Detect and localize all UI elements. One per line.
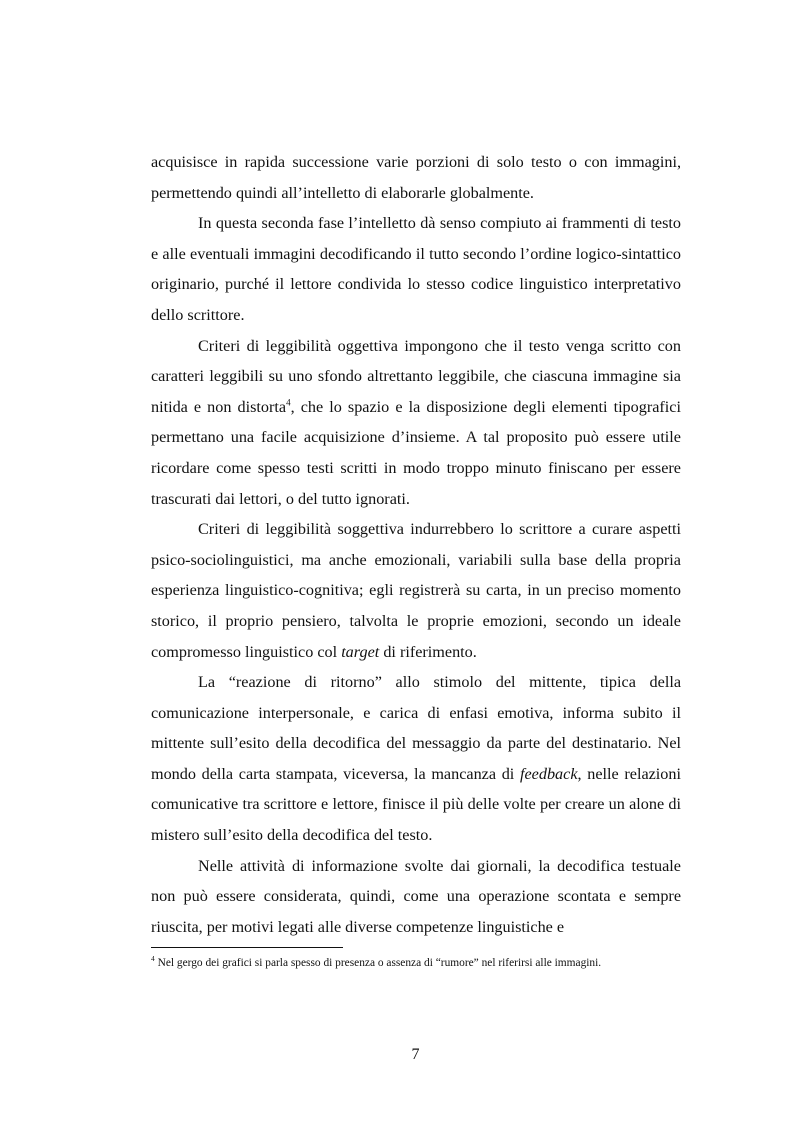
- paragraph: [151, 514, 681, 667]
- paragraph-text: Nelle attività di informazione svolte dai giornali, la decodifica testuale non può essere considerata, quindi, come una operazione scontata e sempre riuscita, per motivi legati alle diverse competenze linguistiche e: [151, 856, 681, 936]
- paragraph: [151, 851, 681, 943]
- body-text: [151, 147, 681, 942]
- paragraph-text: Criteri di leggibilità oggettiva impongono che il testo venga scritto con caratteri leggibili su uno sfondo altrettanto leggibile, che ciascuna immagine sia nitida e non distorta: [151, 336, 681, 416]
- paragraph-text: , nelle relazioni comunicative tra scrittore e lettore, finisce il più delle volte per creare un alone di mistero sull’esito della decodifica del testo.: [151, 764, 681, 845]
- footnote-reference: 4: [286, 397, 291, 408]
- paragraph-text: La “reazione di ritorno” allo stimolo del mittente, tipica della comunicazione interpersonale, e carica di enfasi emotiva, informa subito il mittente sull’esito della decodifica del messaggio da parte del destinatario. Nel mondo della carta stampata, viceversa, la mancanza di: [151, 673, 681, 783]
- paragraph-text: Criteri di leggibilità soggettiva indurrebbero lo scrittore a curare aspetti psico-sociolinguistici, ma anche emozionali, variabili sulla base della propria esperienza linguistico-cognitiva; egli registrerà su carta, in un preciso momento storico, il proprio pensiero, talvolta le proprie emozioni, secondo un ideale compromesso linguistico col: [151, 520, 681, 661]
- footnote-marker: 4: [151, 954, 155, 964]
- paragraph: [151, 147, 681, 208]
- footnote: [151, 956, 691, 970]
- page-number: 7: [411, 1046, 420, 1063]
- paragraph: [151, 331, 681, 515]
- paragraph-text: di riferimento.: [379, 642, 477, 661]
- paragraph-text: acquisisce in rapida successione varie porzioni di solo testo o con immagini, permettendo quindi all’intelletto di elaborarle globalmente.: [151, 153, 681, 202]
- italic-term: target: [341, 642, 380, 661]
- italic-term: feedback: [519, 764, 578, 783]
- paragraph: [151, 667, 681, 851]
- footnote-separator: [151, 947, 343, 948]
- paragraph-text: , che lo spazio e la disposizione degli elementi tipografici permettano una facile acquisizione d’insieme. A tal proposito può essere utile ricordare come spesso testi scritti in modo troppo minuto finiscano per essere trascurati dai lettori, o del tutto ignorati.: [151, 397, 681, 508]
- footnote-text: Nel gergo dei grafici si parla spesso di presenza o assenza di “rumore” nel riferirsi alle immagini.: [154, 957, 602, 969]
- paragraph: [151, 208, 681, 330]
- paragraph-text: In questa seconda fase l’intelletto dà senso compiuto ai frammenti di testo e alle eventuali immagini decodificando il tutto secondo l’ordine logico-sintattico originario, purché il lettore condivida lo stesso codice linguistico interpretativo dello scrittore.: [151, 214, 681, 324]
